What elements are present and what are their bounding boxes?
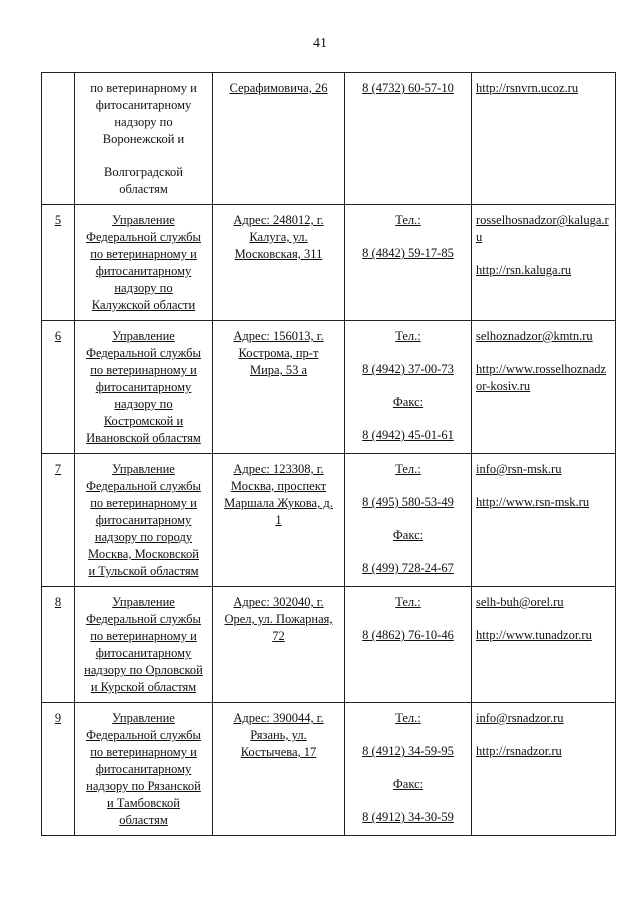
agency-address bbox=[213, 587, 345, 703]
address-line: Орел, ул. Пожарная, bbox=[224, 612, 333, 626]
row-number-text: 8 bbox=[54, 595, 62, 609]
agency-name-line: Федеральной службы bbox=[86, 728, 201, 742]
address-line: Москва, проспект bbox=[230, 479, 327, 493]
agency-phones bbox=[345, 454, 472, 587]
line-gap bbox=[349, 378, 467, 394]
phone-number[interactable]: 8 (4942) 37-00-73 bbox=[362, 362, 454, 376]
line-gap bbox=[349, 793, 467, 809]
line-gap bbox=[476, 246, 611, 262]
fax-label: Факс: bbox=[392, 395, 424, 409]
row-number bbox=[42, 703, 75, 836]
agency-address bbox=[213, 454, 345, 587]
agency-name-line: Волгоградской bbox=[104, 165, 183, 179]
agency-name-line: Управление bbox=[112, 329, 175, 343]
line-gap bbox=[349, 611, 467, 627]
agency-name bbox=[75, 321, 213, 454]
row-number bbox=[42, 587, 75, 703]
agency-contacts bbox=[472, 205, 616, 321]
email-link[interactable]: selhoznadzor@kmtn.ru bbox=[476, 329, 593, 343]
row-number-text: 7 bbox=[54, 462, 62, 476]
agency-phones bbox=[345, 587, 472, 703]
page-number: 41 bbox=[313, 36, 327, 51]
agency-address bbox=[213, 321, 345, 454]
line-gap bbox=[349, 229, 467, 245]
phone-number[interactable]: 8 (4862) 76-10-46 bbox=[362, 628, 454, 642]
phone-number[interactable]: 8 (4912) 34-59-95 bbox=[362, 744, 454, 758]
address-line: Адрес: 302040, г. bbox=[233, 595, 324, 609]
table-row bbox=[42, 205, 616, 321]
line-gap bbox=[476, 611, 611, 627]
agency-contacts bbox=[472, 703, 616, 836]
row-number bbox=[42, 454, 75, 587]
fax-number[interactable]: 8 (4912) 34-30-59 bbox=[362, 810, 454, 824]
row-number bbox=[42, 321, 75, 454]
line-gap bbox=[349, 511, 467, 527]
website-link[interactable]: http://rsnadzor.ru bbox=[476, 744, 562, 758]
line-gap bbox=[349, 760, 467, 776]
agency-name bbox=[75, 454, 213, 587]
agency-name-line: по ветеринарному и bbox=[90, 496, 197, 510]
agency-name-line: надзору по городу bbox=[94, 530, 193, 544]
agency-name-line: Федеральной службы bbox=[86, 346, 201, 360]
line-gap bbox=[349, 345, 467, 361]
table-row bbox=[42, 454, 616, 587]
agency-address bbox=[213, 703, 345, 836]
agency-name-line: по ветеринарному и bbox=[90, 745, 197, 759]
agency-name-line: Федеральной службы bbox=[86, 230, 201, 244]
phone-label: Тел.: bbox=[395, 213, 421, 227]
agency-name-line: Управление bbox=[112, 711, 175, 725]
agency-name-line: Костромской и bbox=[103, 414, 184, 428]
agency-phones bbox=[345, 703, 472, 836]
address-line: Адрес: 156013, г. bbox=[233, 329, 324, 343]
table-row bbox=[42, 73, 616, 205]
agency-name-line: надзору по bbox=[114, 397, 173, 411]
email-link[interactable]: info@rsnadzor.ru bbox=[476, 711, 564, 725]
phone-label: Тел.: bbox=[395, 595, 421, 609]
address-line: 1 bbox=[275, 513, 282, 527]
fax-label: Факс: bbox=[392, 777, 424, 791]
agency-name bbox=[75, 587, 213, 703]
address-line: Маршала Жукова, д. bbox=[224, 496, 333, 510]
line-gap bbox=[349, 478, 467, 494]
website-link[interactable]: http://rsnvrn.ucoz.ru bbox=[476, 81, 579, 95]
line-gap bbox=[476, 345, 611, 361]
phone-number[interactable]: 8 (4842) 59-17-85 bbox=[362, 246, 454, 260]
address-line: Адрес: 390044, г. bbox=[233, 711, 324, 725]
website-link[interactable]: http://rsn.kaluga.ru bbox=[476, 263, 572, 277]
row-number bbox=[42, 205, 75, 321]
row-number-text: 9 bbox=[54, 711, 62, 725]
agency-contacts bbox=[472, 321, 616, 454]
address-line: Московская, 311 bbox=[234, 247, 323, 261]
agency-phones bbox=[345, 73, 472, 205]
agency-name bbox=[75, 73, 213, 205]
agency-name-line: и Тульской областям bbox=[88, 564, 199, 578]
agency-phones bbox=[345, 321, 472, 454]
row-number bbox=[42, 73, 75, 205]
agency-name bbox=[75, 205, 213, 321]
agency-contacts bbox=[472, 454, 616, 587]
agency-name-line: фитосанитарному bbox=[95, 513, 192, 527]
phone-label: Тел.: bbox=[395, 329, 421, 343]
address-line: Мира, 53 а bbox=[249, 363, 308, 377]
agency-name-line: Федеральной службы bbox=[86, 479, 201, 493]
line-gap bbox=[349, 727, 467, 743]
phone-label: Тел.: bbox=[395, 711, 421, 725]
email-link[interactable]: rosselhosnadzor@kaluga.ru bbox=[476, 213, 609, 244]
agency-name-line: Управление bbox=[112, 595, 175, 609]
agency-name-line: и Курской областям bbox=[90, 680, 197, 694]
agency-name-line: по ветеринарному и bbox=[90, 81, 197, 95]
agency-name-line: фитосанитарному bbox=[95, 646, 192, 660]
phone-label: Тел.: bbox=[395, 462, 421, 476]
agency-name-line: надзору по Орловской bbox=[84, 663, 203, 677]
address-line: Кострома, пр-т bbox=[238, 346, 319, 360]
agency-name-line: фитосанитарному bbox=[95, 380, 192, 394]
agency-name-line: областям bbox=[119, 182, 168, 196]
agency-name-line: по ветеринарному и bbox=[90, 247, 197, 261]
agency-name-line: Ивановской областям bbox=[86, 431, 201, 445]
agency-name-line: Управление bbox=[112, 213, 175, 227]
website-link[interactable]: http://www.rosselhoznadzor-kosiv.ru bbox=[476, 362, 607, 393]
agency-name-line: по ветеринарному и bbox=[90, 363, 197, 377]
agency-contacts bbox=[472, 73, 616, 205]
agency-phones bbox=[345, 205, 472, 321]
table-row bbox=[42, 587, 616, 703]
address-line: 72 bbox=[272, 629, 285, 643]
phone-number[interactable]: 8 (495) 580-53-49 bbox=[362, 495, 454, 509]
phone-number[interactable]: 8 (4732) 60-57-10 bbox=[362, 81, 454, 95]
email-link[interactable]: info@rsn-msk.ru bbox=[476, 462, 562, 476]
agency-address bbox=[213, 205, 345, 321]
email-link[interactable]: selh-buh@orel.ru bbox=[476, 595, 564, 609]
agency-name-line: надзору по bbox=[114, 115, 173, 129]
row-number-text: 5 bbox=[54, 213, 62, 227]
agency-name-line: фитосанитарному bbox=[95, 762, 192, 776]
fax-number[interactable]: 8 (499) 728-24-67 bbox=[362, 561, 454, 575]
fax-number[interactable]: 8 (4942) 45-01-61 bbox=[362, 428, 454, 442]
agency-name-line: и Тамбовской bbox=[107, 796, 180, 810]
agency-contacts bbox=[472, 587, 616, 703]
address-line: Адрес: 248012, г. bbox=[233, 213, 324, 227]
table-row bbox=[42, 703, 616, 836]
address-line: Рязань, ул. bbox=[250, 728, 307, 742]
website-link[interactable]: http://www.tunadzor.ru bbox=[476, 628, 592, 642]
line-gap bbox=[349, 411, 467, 427]
line-gap bbox=[476, 727, 611, 743]
agency-name-line: Калужской области bbox=[91, 298, 196, 312]
agency-name-line: надзору по Рязанской bbox=[86, 779, 201, 793]
table-row bbox=[42, 321, 616, 454]
agency-name-line: фитосанитарному bbox=[95, 98, 192, 112]
agency-name-line: фитосанитарному bbox=[95, 264, 192, 278]
agency-name-line: областям bbox=[119, 813, 168, 827]
address-line: Адрес: 123308, г. bbox=[233, 462, 324, 476]
address-line: Серафимовича, 26 bbox=[229, 81, 328, 95]
line-gap bbox=[349, 544, 467, 560]
address-line: Костычева, 17 bbox=[240, 745, 317, 759]
directory-table bbox=[41, 72, 616, 836]
website-link[interactable]: http://www.rsn-msk.ru bbox=[476, 495, 590, 509]
agency-name-line: Воронежской и bbox=[102, 132, 185, 146]
agency-name-line: Управление bbox=[112, 462, 175, 476]
address-line: Калуга, ул. bbox=[249, 230, 308, 244]
agency-name-line: по ветеринарному и bbox=[90, 629, 197, 643]
row-number-text: 6 bbox=[54, 329, 62, 343]
line-gap bbox=[79, 148, 208, 164]
agency-name-line: Федеральной службы bbox=[86, 612, 201, 626]
agency-name bbox=[75, 703, 213, 836]
agency-name-line: Москва, Московской bbox=[88, 547, 199, 561]
fax-label: Факс: bbox=[392, 528, 424, 542]
agency-address bbox=[213, 73, 345, 205]
directory-rows bbox=[42, 73, 616, 836]
agency-name-line: надзору по bbox=[114, 281, 173, 295]
line-gap bbox=[476, 478, 611, 494]
